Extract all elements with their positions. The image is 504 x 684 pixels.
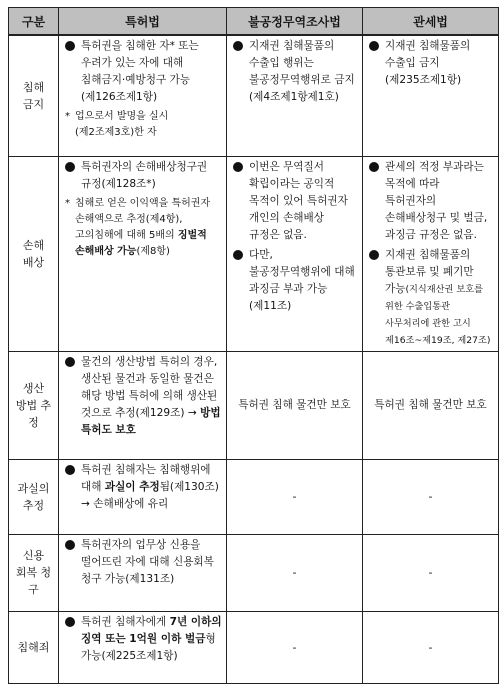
table-row [9, 459, 499, 534]
table-row [9, 534, 499, 611]
header-unfair-trade-law: 불공정무역조사법 [227, 8, 363, 36]
header-row [9, 8, 499, 36]
header-patent-law: 특허법 [59, 8, 227, 36]
patent-cell [59, 156, 227, 351]
bullet-text: 다만, 불공정무역행위에 대해 과징금 부과 가능(제11조) [231, 247, 358, 315]
patent-cell [59, 611, 227, 683]
bullet-text: 지재권 침해물품의 수출입 행위는 불공정무역행위로 금지(제4조제1항제1호) [231, 38, 358, 106]
bullet-text: 이번은 무역질서 확립이라는 공익적 목적이 있어 특허권자 개인의 손해배상 규정은 없음. [231, 159, 358, 244]
row-category: 손해 배상 [9, 156, 59, 351]
unfair-trade-cell: - [227, 459, 363, 534]
table-row [9, 156, 499, 351]
customs-cell: - [363, 534, 499, 611]
comparison-table [8, 7, 499, 684]
header-customs-law: 관세법 [363, 8, 499, 36]
table-row [9, 611, 499, 683]
bullet-text: 지재권 침해물품의 수출입 금지(제235조제1항) [367, 38, 494, 89]
customs-cell: - [363, 459, 499, 534]
row-category: 과실의 추정 [9, 459, 59, 534]
footnote: * 침해로 얻은 이익액을 특허권자 손해액으로 추정(제4항), 고의침해에 대해 5배의 징벌적 손해배상 가능(제8항) [63, 196, 222, 260]
patent-cell [59, 459, 227, 534]
table-row [9, 35, 499, 156]
bullet-text: 특허권자의 업무상 신용을 떨어뜨린 자에 대해 신용회복 청구 가능(제131조) [63, 537, 222, 588]
bullet-text: 물건의 생산방법 특허의 경우, 생산된 물건과 동일한 물건은 해당 방법 특허에 의해 생산된 것으로 추정(제129조) → 방법 특허도 보호 [63, 354, 222, 439]
bullet-text: 관세의 적정 부과라는 목적에 따라 특허권자의 손해배상청구 및 벌금, 과징금 규정은 없음. [367, 159, 494, 244]
footnote: * 업으로서 발명을 실시(제2조제3호)한 자 [63, 109, 222, 141]
header-category: 구분 [9, 8, 59, 36]
bullet-text: 특허권을 침해한 자* 또는 우려가 있는 자에 대해 침해금지·예방청구 가능(제126조제1항) [63, 38, 222, 106]
customs-cell [363, 156, 499, 351]
customs-cell: 특허권 침해 물건만 보호 [363, 351, 499, 459]
row-category: 생산 방법 추 정 [9, 351, 59, 459]
bullet-text: 특허권자의 손해배상청구권 규정(제128조*) [63, 159, 222, 193]
bullet-text: 특허권 침해자에게 7년 이하의 징역 또는 1억원 이하 벌금형 가능(제225조제1항) [63, 614, 222, 665]
patent-cell [59, 534, 227, 611]
bullet-text: 특허권 침해자는 침해행위에 대해 과실이 추정됨(제130조) → 손해배상에 유리 [63, 462, 222, 513]
unfair-trade-cell [227, 35, 363, 156]
bullet-text: 지재권 침해물품의 통관보류 및 폐기만 가능(지식재산권 보호를 위한 수출입통관 사무처리에 관한 고시 제16조~제19조, 제27조) [367, 247, 494, 349]
unfair-trade-cell: - [227, 534, 363, 611]
table-row [9, 351, 499, 459]
row-category: 침해 금지 [9, 35, 59, 156]
customs-cell: - [363, 611, 499, 683]
unfair-trade-cell: 특허권 침해 물건만 보호 [227, 351, 363, 459]
row-category: 신용 회복 청 구 [9, 534, 59, 611]
unfair-trade-cell [227, 156, 363, 351]
customs-cell [363, 35, 499, 156]
row-category: 침해죄 [9, 611, 59, 683]
patent-cell [59, 35, 227, 156]
patent-cell [59, 351, 227, 459]
unfair-trade-cell: - [227, 611, 363, 683]
